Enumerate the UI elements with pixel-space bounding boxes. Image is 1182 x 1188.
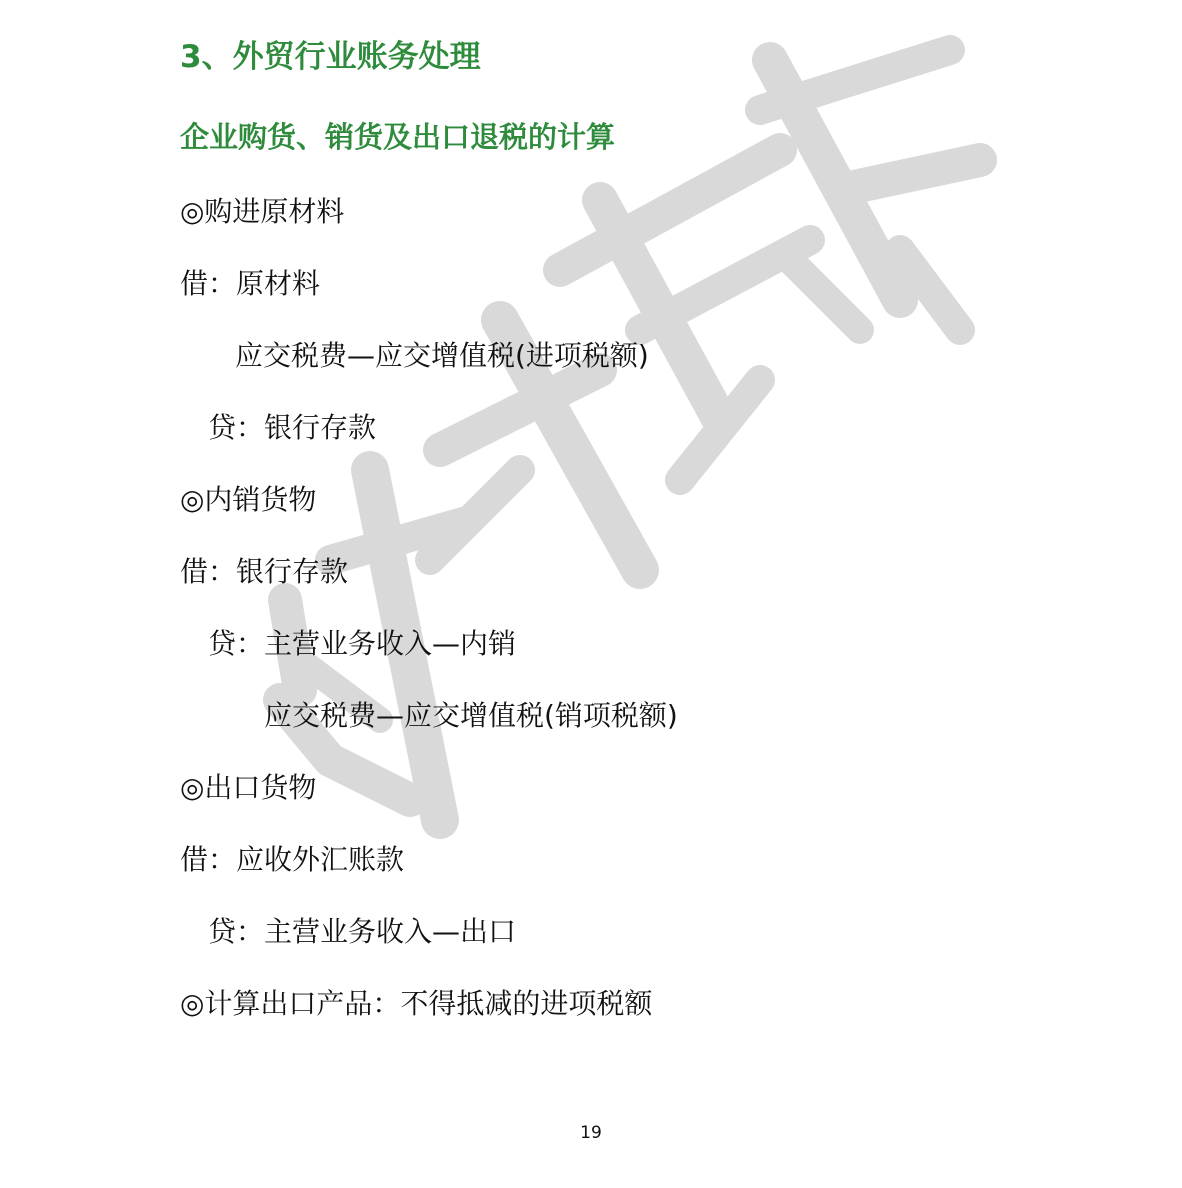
entry-debit-line: 借：银行存款	[180, 555, 349, 588]
entry-domestic-sale-title: ◎内销货物	[180, 483, 317, 516]
entry-credit-line: 贷：主营业务收入—内销	[208, 627, 517, 660]
entry-debit-line: 借：应收外汇账款	[180, 843, 405, 876]
entry-credit-line: 贷：银行存款	[208, 411, 377, 444]
entry-credit-line: 应交税费—应交增值税(销项税额)	[264, 699, 678, 732]
entry-export-title: ◎出口货物	[180, 771, 317, 804]
entry-debit-line: 应交税费—应交增值税(进项税额)	[235, 339, 649, 372]
page-number: 19	[580, 1123, 602, 1143]
entry-calculation-title: ◎计算出口产品：不得抵减的进项税额	[180, 987, 653, 1020]
section-subheading: 企业购货、销货及出口退税的计算	[180, 120, 616, 154]
entry-purchase-title: ◎购进原材料	[180, 195, 345, 228]
entry-credit-line: 贷：主营业务收入—出口	[208, 915, 517, 948]
section-heading: 3、外贸行业账务处理	[180, 39, 481, 75]
entry-debit-line: 借：原材料	[180, 267, 321, 300]
